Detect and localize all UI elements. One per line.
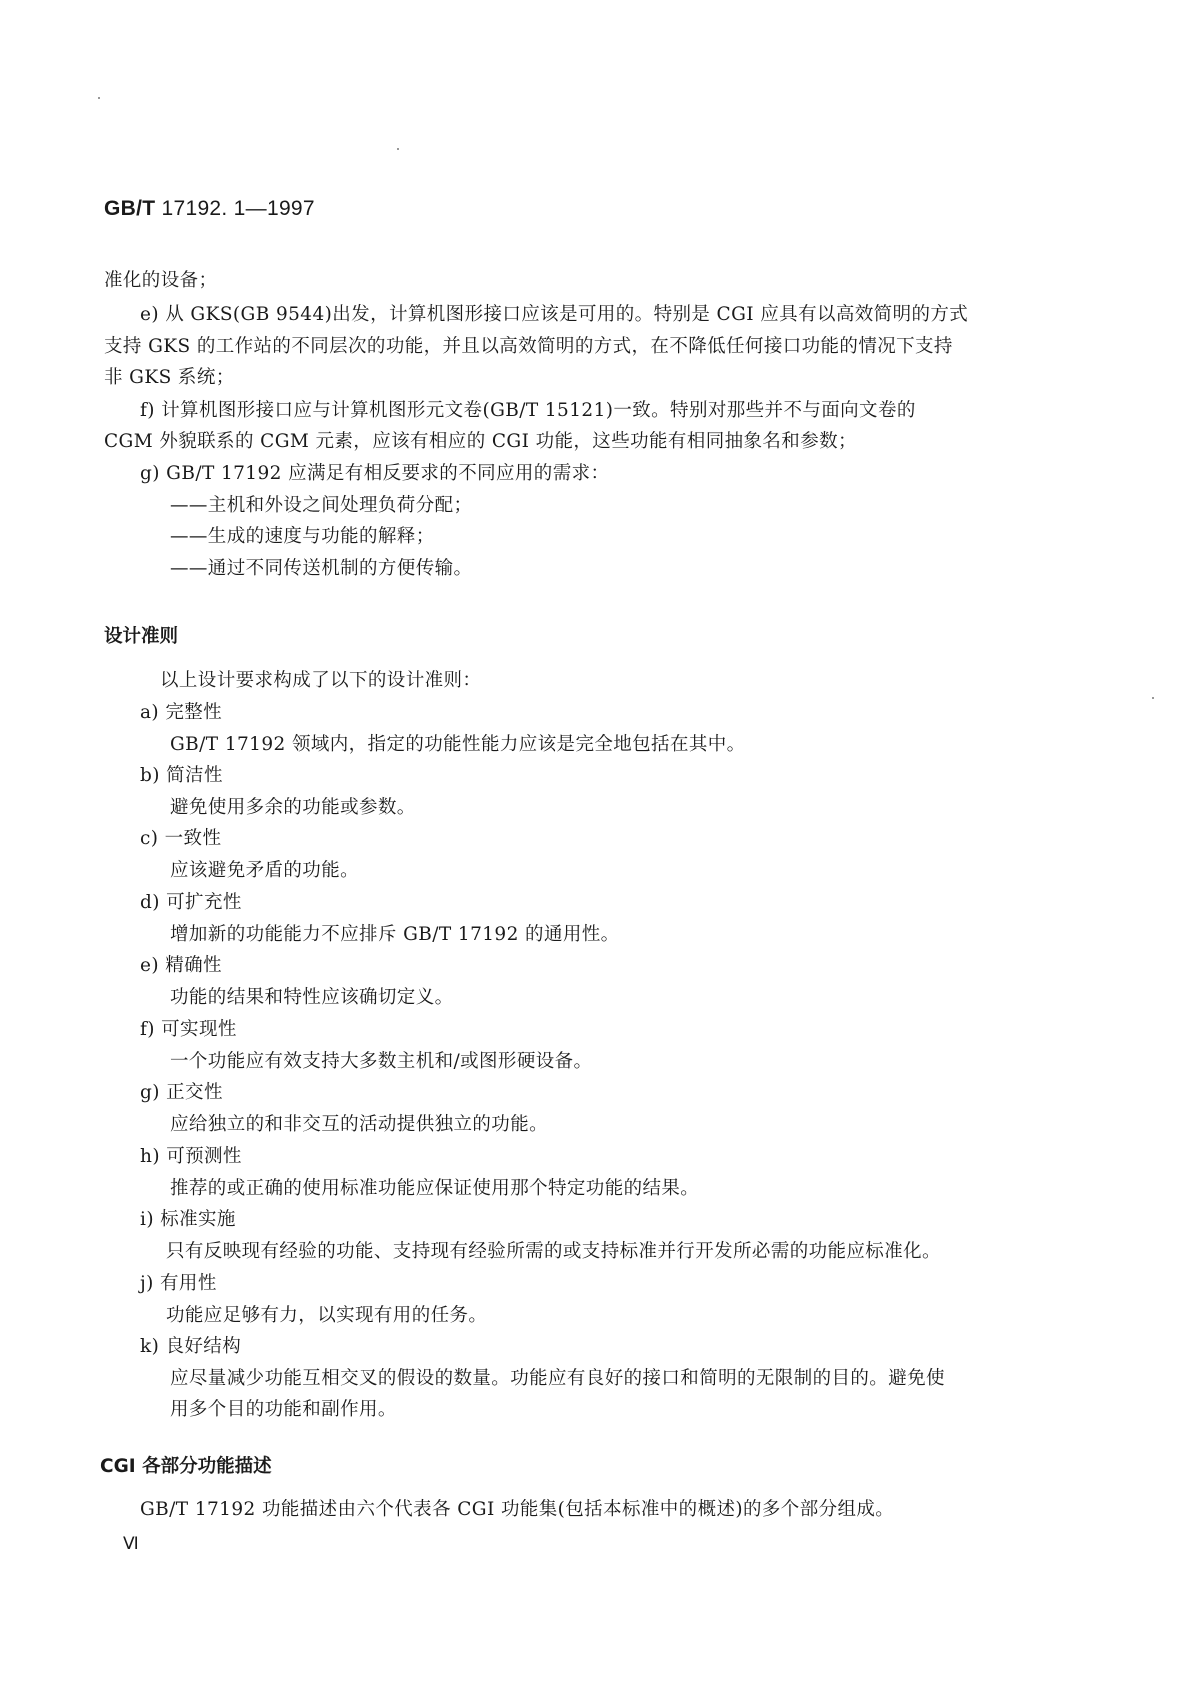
- dash-item: ——生成的速度与功能的解释；: [170, 526, 435, 547]
- criterion-label: j) 有用性: [140, 1273, 217, 1294]
- section-body: GB/T 17192 功能描述由六个代表各 CGI 功能集(包括本标准中的概述)的多个部分组成。: [140, 1499, 895, 1520]
- paragraph-line: g) GB/T 17192 应满足有相反要求的不同应用的需求：: [140, 463, 610, 484]
- section-intro: 以上设计要求构成了以下的设计准则：: [160, 670, 482, 691]
- criterion-desc: GB/T 17192 领域内，指定的功能性能力应该是完全地包括在其中。: [170, 734, 746, 755]
- criterion-label: b) 简洁性: [140, 765, 223, 786]
- paragraph-line: 支持 GKS 的工作站的不同层次的功能，并且以高效简明的方式，在不降低任何接口功能的情况下支持: [104, 336, 953, 357]
- criterion-label: d) 可扩充性: [140, 892, 242, 913]
- paragraph-line: 非 GKS 系统；: [104, 367, 235, 388]
- dash-item: ——通过不同传送机制的方便传输。: [170, 558, 473, 579]
- paragraph-line: f) 计算机图形接口应与计算机图形元文卷(GB/T 15121)一致。特别对那些并不与面向文卷的: [140, 400, 916, 421]
- criterion-label: h) 可预测性: [140, 1146, 242, 1167]
- page-number: Ⅵ: [123, 1534, 139, 1553]
- criterion-desc: 应该避免矛盾的功能。: [170, 860, 360, 881]
- criterion-label: i) 标准实施: [140, 1209, 236, 1230]
- paragraph-line: CGM 外貌联系的 CGM 元素，应该有相应的 CGI 功能，这些功能有相同抽象名和参数；: [104, 431, 857, 452]
- criterion-desc: 一个功能应有效支持大多数主机和/或图形硬设备。: [170, 1051, 593, 1072]
- criterion-desc: 只有反映现有经验的功能、支持现有经验所需的或支持标准并行开发所必需的功能应标准化。: [166, 1241, 941, 1262]
- criterion-desc: 增加新的功能能力不应排斥 GB/T 17192 的通用性。: [170, 924, 620, 945]
- section-heading-cgi: CGI 各部分功能描述: [100, 1456, 272, 1477]
- criterion-desc: 推荐的或正确的使用标准功能应保证使用那个特定功能的结果。: [170, 1178, 700, 1199]
- criterion-desc: 功能应足够有力，以实现有用的任务。: [166, 1305, 488, 1326]
- paragraph-line: e) 从 GKS(GB 9544)出发，计算机图形接口应该是可用的。特别是 CGI 应具有以高效简明的方式: [140, 304, 969, 325]
- header-prefix: GB/T: [104, 197, 156, 220]
- criterion-label: k) 良好结构: [140, 1336, 242, 1357]
- dash-item: ——主机和外设之间处理负荷分配；: [170, 495, 473, 516]
- criterion-label: a) 完整性: [140, 702, 223, 723]
- header-code: 17192. 1—1997: [161, 197, 315, 220]
- paragraph-line: 准化的设备；: [104, 270, 218, 291]
- criterion-desc-continued: 用多个目的功能和副作用。: [170, 1399, 397, 1420]
- document-header: [104, 197, 315, 221]
- scan-speck: [397, 148, 399, 150]
- criterion-desc: 功能的结果和特性应该确切定义。: [170, 987, 454, 1008]
- section-heading-design: 设计准则: [104, 626, 179, 647]
- criterion-desc: 应尽量减少功能互相交叉的假设的数量。功能应有良好的接口和简明的无限制的目的。避免使: [170, 1368, 945, 1389]
- criterion-label: f) 可实现性: [140, 1019, 237, 1040]
- scan-speck: [1152, 697, 1154, 699]
- criterion-desc: 应给独立的和非交互的活动提供独立的功能。: [170, 1114, 549, 1135]
- scan-speck: [98, 97, 100, 99]
- criterion-label: c) 一致性: [140, 828, 222, 849]
- criterion-label: g) 正交性: [140, 1082, 223, 1103]
- criterion-desc: 避免使用多余的功能或参数。: [170, 797, 416, 818]
- criterion-label: e) 精确性: [140, 955, 222, 976]
